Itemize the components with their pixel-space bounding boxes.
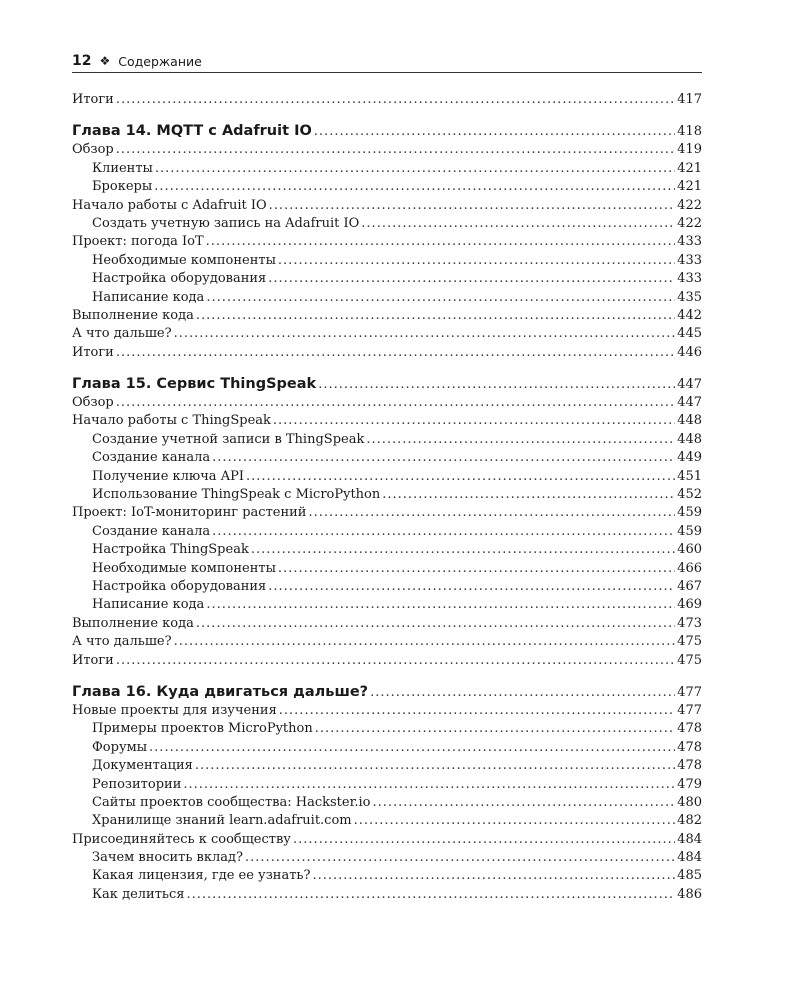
toc-page-number: 477 bbox=[677, 684, 702, 700]
toc-entry bbox=[72, 91, 702, 109]
table-of-contents bbox=[72, 91, 702, 904]
toc-entry bbox=[72, 523, 702, 541]
dot-leader bbox=[273, 412, 675, 430]
toc-entry-label: Настройка оборудования bbox=[92, 271, 267, 287]
toc-entry bbox=[72, 431, 702, 449]
toc-entry-label: Настройка оборудования bbox=[92, 578, 267, 594]
toc-entry-label: Какая лицензия, где ее узнать? bbox=[92, 868, 311, 884]
dot-leader bbox=[315, 720, 675, 738]
toc-entry bbox=[72, 394, 702, 412]
toc-page-number: 448 bbox=[677, 413, 702, 429]
toc-entry-label: Как делиться bbox=[92, 886, 185, 902]
toc-entry bbox=[72, 615, 702, 633]
toc-page-number: 459 bbox=[677, 505, 702, 521]
toc-page-number: 447 bbox=[677, 377, 702, 393]
toc-page-number: 466 bbox=[677, 560, 702, 576]
toc-entry-label: Присоединяйтесь к сообществу bbox=[72, 831, 291, 847]
dot-leader bbox=[372, 794, 675, 812]
toc-page-number: 486 bbox=[677, 886, 702, 902]
toc-entry bbox=[72, 270, 702, 288]
dot-leader bbox=[246, 468, 675, 486]
dot-leader bbox=[251, 541, 675, 559]
toc-chapter-heading bbox=[72, 374, 702, 394]
toc-entry bbox=[72, 702, 702, 720]
dot-leader bbox=[116, 141, 675, 159]
dot-leader bbox=[366, 431, 675, 449]
dot-leader bbox=[116, 394, 675, 412]
toc-entry bbox=[72, 831, 702, 849]
toc-entry bbox=[72, 560, 702, 578]
toc-page-number: 479 bbox=[677, 776, 702, 792]
toc-entry-label: Клиенты bbox=[92, 160, 153, 176]
toc-entry-label: Создание канала bbox=[92, 450, 211, 466]
toc-page-number: 421 bbox=[677, 179, 702, 195]
toc-entry bbox=[72, 468, 702, 486]
toc-entry-label: Необходимые компоненты bbox=[92, 252, 276, 268]
toc-chapter-heading bbox=[72, 121, 702, 141]
toc-page-number: 477 bbox=[677, 702, 702, 718]
toc-entry bbox=[72, 449, 702, 467]
toc-entry bbox=[72, 160, 702, 178]
toc-entry bbox=[72, 197, 702, 215]
toc-entry-label: Создание канала bbox=[92, 523, 211, 539]
toc-page-number: 433 bbox=[677, 271, 702, 287]
toc-entry bbox=[72, 178, 702, 196]
dot-leader bbox=[195, 757, 675, 775]
toc-page-number: 448 bbox=[677, 431, 702, 447]
toc-entry bbox=[72, 867, 702, 885]
toc-entry-label: Настройка ThingSpeak bbox=[92, 542, 249, 558]
dot-leader bbox=[370, 683, 675, 702]
toc-page-number: 460 bbox=[677, 542, 702, 558]
toc-entry-label: Выполнение кода bbox=[72, 307, 194, 323]
toc-entry bbox=[72, 307, 702, 325]
toc-page-number: 419 bbox=[677, 142, 702, 158]
toc-entry bbox=[72, 412, 702, 430]
toc-page-number: 433 bbox=[677, 234, 702, 250]
toc-entry bbox=[72, 344, 702, 362]
toc-page-number: 478 bbox=[677, 739, 702, 755]
running-head bbox=[72, 50, 702, 73]
toc-entry-label: А что дальше? bbox=[72, 634, 172, 650]
toc-entry-label: Репозитории bbox=[92, 776, 182, 792]
dot-leader bbox=[361, 215, 675, 233]
dot-leader bbox=[116, 652, 675, 670]
toc-entry-label: Хранилище знаний learn.adafruit.com bbox=[92, 813, 352, 829]
toc-page-number: 478 bbox=[677, 721, 702, 737]
dot-leader bbox=[293, 831, 675, 849]
dot-leader bbox=[154, 178, 675, 196]
dot-leader bbox=[268, 270, 675, 288]
toc-page-number: 475 bbox=[677, 652, 702, 668]
toc-page-number: 473 bbox=[677, 615, 702, 631]
toc-page-number: 445 bbox=[677, 326, 702, 342]
dot-leader bbox=[206, 289, 675, 307]
toc-entry-label: Брокеры bbox=[92, 179, 153, 195]
dot-leader bbox=[196, 307, 675, 325]
toc-entry-label: Обзор bbox=[72, 395, 114, 411]
toc-entry-label: Выполнение кода bbox=[72, 615, 194, 631]
toc-entry bbox=[72, 794, 702, 812]
toc-entry-label: Необходимые компоненты bbox=[92, 560, 276, 576]
toc-entry-label: Примеры проектов MicroPython bbox=[92, 721, 313, 737]
dot-leader bbox=[278, 560, 675, 578]
toc-entry bbox=[72, 776, 702, 794]
toc-entry bbox=[72, 886, 702, 904]
dot-leader bbox=[245, 849, 675, 867]
toc-entry-label: Проект: IoT-мониторинг растений bbox=[72, 505, 307, 521]
toc-entry bbox=[72, 757, 702, 775]
dot-leader bbox=[174, 325, 676, 343]
dot-leader bbox=[174, 633, 676, 651]
toc-entry bbox=[72, 504, 702, 522]
toc-entry bbox=[72, 720, 702, 738]
toc-page-number: 467 bbox=[677, 578, 702, 594]
toc-page-number: 449 bbox=[677, 450, 702, 466]
toc-page-number: 484 bbox=[677, 831, 702, 847]
toc-page-number: 442 bbox=[677, 307, 702, 323]
toc-entry-label: Написание кода bbox=[92, 597, 205, 613]
toc-entry-label: Начало работы с ThingSpeak bbox=[72, 413, 271, 429]
toc-page-number: 475 bbox=[677, 634, 702, 650]
dot-leader bbox=[314, 122, 675, 141]
toc-entry bbox=[72, 486, 702, 504]
toc-page-number: 480 bbox=[677, 794, 702, 810]
toc-entry bbox=[72, 812, 702, 830]
page-number: 12 bbox=[72, 53, 92, 69]
toc-entry-label: Создание учетной записи в ThingSpeak bbox=[92, 431, 365, 447]
toc-entry bbox=[72, 578, 702, 596]
dot-leader bbox=[212, 449, 675, 467]
toc-entry bbox=[72, 215, 702, 233]
dot-leader bbox=[279, 702, 675, 720]
dot-leader bbox=[183, 776, 675, 794]
toc-page-number: 421 bbox=[677, 160, 702, 176]
toc-entry-label: Проект: погода IoT bbox=[72, 234, 204, 250]
dot-leader bbox=[382, 486, 675, 504]
toc-entry-label: Глава 16. Куда двигаться дальше? bbox=[72, 683, 369, 700]
toc-entry bbox=[72, 633, 702, 651]
dot-leader bbox=[149, 739, 675, 757]
toc-chapter-heading bbox=[72, 682, 702, 702]
toc-page-number: 459 bbox=[677, 523, 702, 539]
toc-entry-label: Итоги bbox=[72, 92, 114, 107]
toc-page-number: 469 bbox=[677, 597, 702, 613]
toc-entry-label: Сайты проектов сообщества: Hackster.io bbox=[92, 794, 371, 810]
ornament-icon: ❖ bbox=[99, 54, 111, 68]
toc-entry-label: Документация bbox=[92, 758, 193, 774]
toc-page-number: 452 bbox=[677, 487, 702, 503]
toc-entry bbox=[72, 739, 702, 757]
toc-entry-label: Написание кода bbox=[92, 289, 205, 305]
toc-page-number: 482 bbox=[677, 813, 702, 829]
toc-entry-label: Использование ThingSpeak с MicroPython bbox=[92, 487, 381, 503]
toc-entry bbox=[72, 233, 702, 251]
toc-entry-label: Форумы bbox=[92, 739, 148, 755]
toc-page-number: 433 bbox=[677, 252, 702, 268]
dot-leader bbox=[196, 615, 675, 633]
toc-entry-label: А что дальше? bbox=[72, 326, 172, 342]
toc-page-number: 422 bbox=[677, 215, 702, 231]
dot-leader bbox=[318, 375, 675, 394]
dot-leader bbox=[116, 344, 675, 362]
toc-entry-label: Итоги bbox=[72, 652, 114, 668]
running-head-title: Содержание bbox=[118, 53, 202, 69]
dot-leader bbox=[268, 578, 675, 596]
toc-entry-label: Зачем вносить вклад? bbox=[92, 850, 243, 866]
toc-page-number: 418 bbox=[677, 124, 702, 140]
toc-page-number: 478 bbox=[677, 758, 702, 774]
dot-leader bbox=[206, 233, 676, 251]
toc-entry bbox=[72, 141, 702, 159]
dot-leader bbox=[278, 252, 675, 270]
toc-page-number: 485 bbox=[677, 868, 702, 884]
toc-page-number: 451 bbox=[677, 468, 702, 484]
toc-entry bbox=[72, 849, 702, 867]
toc-page-number: 484 bbox=[677, 850, 702, 866]
dot-leader bbox=[206, 596, 675, 614]
dot-leader bbox=[186, 886, 675, 904]
toc-page-number: 446 bbox=[677, 344, 702, 360]
dot-leader bbox=[116, 91, 675, 109]
toc-entry bbox=[72, 596, 702, 614]
dot-leader bbox=[212, 523, 675, 541]
toc-entry bbox=[72, 541, 702, 559]
toc-page-number: 447 bbox=[677, 395, 702, 411]
toc-entry-label: Начало работы с Adafruit IO bbox=[72, 197, 267, 213]
toc-entry-label: Получение ключа API bbox=[92, 468, 244, 484]
dot-leader bbox=[308, 504, 675, 522]
toc-entry bbox=[72, 289, 702, 307]
toc-entry-label: Итоги bbox=[72, 344, 114, 360]
toc-entry-label: Создать учетную запись на Adafruit IO bbox=[92, 215, 360, 231]
dot-leader bbox=[354, 812, 676, 830]
dot-leader bbox=[269, 197, 676, 215]
toc-entry bbox=[72, 325, 702, 343]
dot-leader bbox=[312, 867, 675, 885]
toc-entry bbox=[72, 252, 702, 270]
toc-page-number: 435 bbox=[677, 289, 702, 305]
toc-entry-label: Новые проекты для изучения bbox=[72, 702, 277, 718]
toc-page-number: 422 bbox=[677, 197, 702, 213]
toc-entry-label: Обзор bbox=[72, 142, 114, 158]
toc-entry bbox=[72, 652, 702, 670]
toc-entry-label: Глава 15. Сервис ThingSpeak bbox=[72, 376, 317, 393]
dot-leader bbox=[155, 160, 675, 178]
toc-entry-label: Глава 14. MQTT с Adafruit IO bbox=[72, 123, 312, 140]
toc-page-number: 417 bbox=[677, 92, 702, 107]
